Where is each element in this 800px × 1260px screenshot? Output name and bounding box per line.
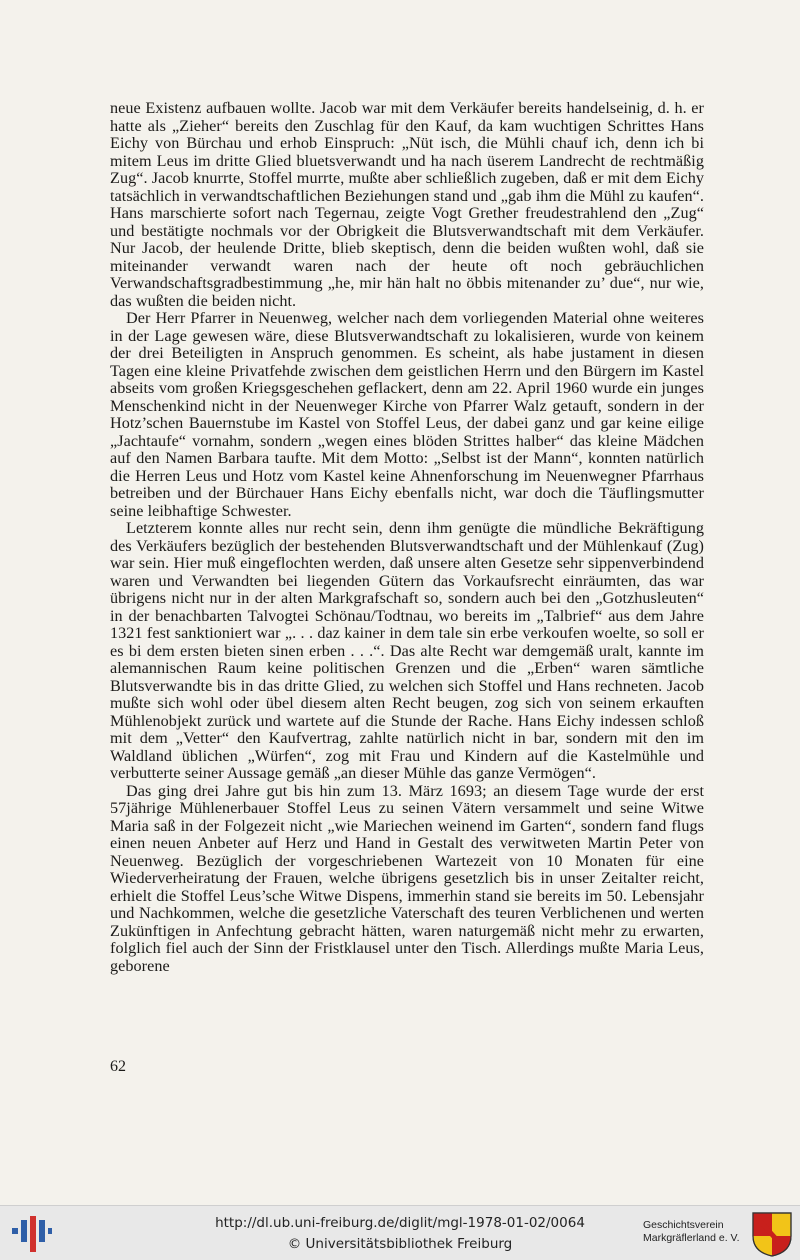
society-line-2: Markgräflerland e. V. [643,1232,740,1244]
page-number: 62 [110,1058,126,1075]
coat-of-arms-icon[interactable] [750,1210,794,1258]
paragraph-2: Der Herr Pfarrer in Neuenweg, welcher nach dem vorliegenden Material ohne weiteres in der Lage gewesen wäre, diese Blutsverwandtschaft zu lokalisieren, wurde von keinem der drei Beteiligten in Anspruch genommen. Es scheint, als habe justament in diesen Tagen eine kleine Privatfehde zwischen dem geistlichen Herrn und den Bürgern im Kastel abseits vom großen Kriegsgeschehen geflackert, denn am 22. April 1960 wurde ein junges Menschenkind nicht in der Neuenweger Kirche von Pfarrer Walz getauft, sondern in der Hotz’schen Bauernstube im Kastel von Stoffel Leus, der dabei ganz und gar keine eilige „Jachtaufe“ vornahm, sondern „wegen eines blöden Strittes halber“ das kleine Mädchen auf den Namen Barbara taufte. Mit dem Motto: „Selbst ist der Mann“, konnten natürlich die Herren Leus und Hotz vom Kastel keine Ahnenforschung im Neuenwegner Pfarrhaus betreiben und der Bürchauer Hans Eichy ebenfalls nicht, war doch die Täuflingsmutter seine leibhaftige Schwester. [110,309,704,520]
footer-url-link[interactable]: http://dl.ub.uni-freiburg.de/diglit/mgl-1978-01-02/0064 [215,1215,585,1231]
society-line-1: Geschichtsverein [643,1219,724,1231]
society-name [643,1219,751,1245]
footer-copyright: © Universitätsbibliothek Freiburg [287,1236,513,1252]
viewer-footer [0,1205,800,1260]
paragraph-4: Das ging drei Jahre gut bis hin zum 13. März 1693; an diesem Tage wurde der erst 57jährige Mühlenerbauer Stoffel Leus zu seinen Vätern versammelt und seine Witwe Maria saß in der Folgezeit nicht „wie Mariechen weinend im Garten“, sondern fand flugs einen neuen Anbeter auf Herz und Hand in Gestalt des verwitweten Martin Peter von Neuenweg. Bezüglich der vorgeschriebenen Wartezeit von 10 Monaten für eine Wiederverheiratung der Frauen, welche übrigens gesetzlich bis in unser Zeitalter reicht, erhielt die Stoffel Leus’sche Witwe Dispens, immerhin stand sie bereits im 50. Lebensjahr und Nachkommen, welche die gesetzliche Vaterschaft des teuren Verblichenen und werten Zukünftigen in Anfechtung gebracht hätten, waren naturgemäß nicht mehr zu erwarten, folglich fiel auch der Sinn der Fristklausel unter den Tisch. Allerdings mußte Maria Leus, geborene [110,781,704,975]
paragraph-1: neue Existenz aufbauen wollte. Jacob war mit dem Verkäufer bereits handelseinig, d. h. er hatte als „Zieher“ bereits den Zuschlag für den Kauf, da kam wuchtigen Schrittes Hans Eichy von Bürchau und erhob Einspruch: „Nüt isch, die Mühli chauf ich, denn ich bi mitem Leus im dritte Glied bluetsverwandt und ha nach üserem Landrecht de rechtmäßig Zug“. Jacob knurrte, Stoffel murrte, mußte aber schließlich zugeben, daß er mit dem Eichy tatsächlich in verwandtschaftlichen Beziehungen stand und „gab ihm die Mühl zu kaufen“. Hans marschierte sofort nach Tegernau, zeigte Vogt Grether freudestrahlend den „Zug“ und bestätigte nochmals vor der Obrigkeit die Blutsverwandtschaft mit dem Verkäufer. Nur Jacob, der heulende Dritte, blieb skeptisch, denn die beiden wußten wohl, daß sie miteinander verwandt waren nach der heute oft noch gebräuchlichen Verwandschaftsgradbestimmung „he, mir hän halt no öbbis mitenander zu’ due“, nur wie, das wußten die beiden nicht. [110,99,704,310]
paragraph-3: Letzterem konnte alles nur recht sein, denn ihm genügte die mündliche Bekräftigung des Verkäufers bezüglich der bestehenden Blutsverwandtschaft und der Mühlenkauf (Zug) war sein. Hier muß eingeflochten werden, daß unsere alten Gesetze sehr sippenverbindend waren und Verwandten bei liegenden Gütern das Vorkaufsrecht einräumten, das war übrigens nicht nur in der alten Markgrafschaft so, sondern auch bei den „Gotzhusleuten“ in der benachbarten Talvogtei Schönau/Todtnau, wo bereits im „Talbrief“ aus dem Jahre 1321 fest sanktioniert war „. . . daz kainer in dem tale sin erbe verkoufen woelte, so soll er es bi dem ersten bieten sinen erben . . .“. Das alte Recht war demgemäß uralt, kannte im alemannischen Raum keine politischen Grenzen und die „Erben“ waren sämtliche Blutsverwandte bis in das dritte Glied, zu welchen sich Stoffel und Hans rechneten. Jacob mußte sich wohl oder übel diesem alten Recht beugen, zog sich von seinem erkauften Mühlenobjekt zurück und wartete auf die Stunde der Rache. Hans Eichy indessen schloß mit dem „Vetter“ den Kaufvertrag, zahlte natürlich nicht in bar, sondern mit den im Waldland üblichen „Würfen“, zog mit Frau und Kindern auf die Kastelmühle und verbutterte seiner Aussage gemäß „an dieser Mühle das ganze Vermögen“. [110,519,704,782]
article-text [110,100,704,975]
